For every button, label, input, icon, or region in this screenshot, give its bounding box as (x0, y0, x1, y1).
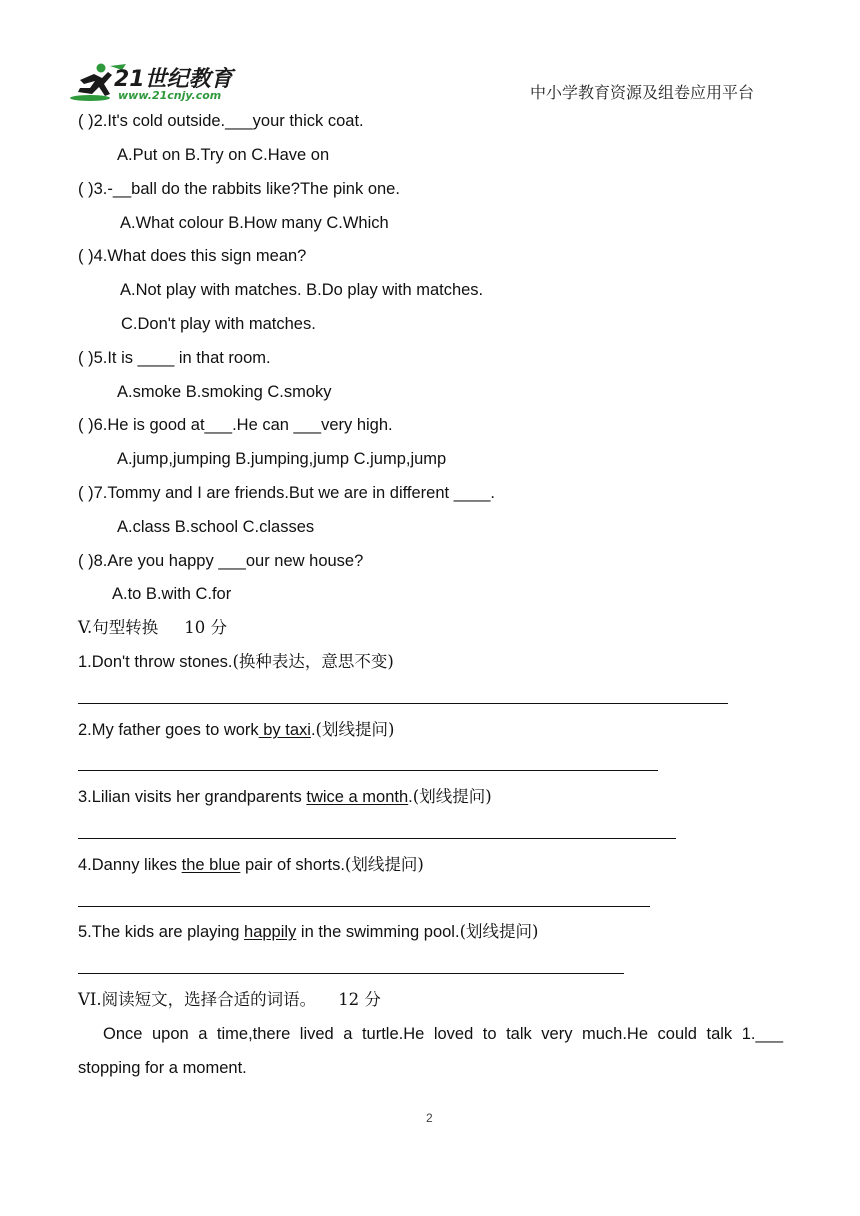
answer-line-3[interactable] (78, 838, 676, 839)
item-3-underlined: twice a month (306, 788, 409, 806)
item-2-post: . (310, 721, 316, 739)
item-4-text: 4.Danny likes (78, 856, 182, 874)
item-4-underlined: the blue (181, 856, 241, 874)
reading-paragraph-line-2: stopping for a moment. (78, 1059, 247, 1077)
question-4-stem: ( )4.What does this sign mean? (78, 247, 307, 265)
logo-url-text: www.21cnjy.com (118, 89, 222, 102)
section-5-title: V.句型转换 (78, 618, 159, 637)
reading-paragraph-line-1: Once upon a time,there lived a turtle.He loved to talk very much.He could talk 1.___ (103, 1025, 783, 1043)
transform-item-4 (78, 855, 424, 875)
question-5-options: A.smoke B.smoking C.smoky (117, 383, 332, 401)
question-6-options: A.jump,jumping B.jumping,jump C.jump,jump (117, 450, 447, 468)
section-5-heading (78, 618, 227, 638)
site-logo (68, 60, 238, 106)
question-3-stem: ( )3.-__ball do the rabbits like?The pink one. (78, 180, 400, 198)
logo-main-text: 21世纪教育 (114, 67, 233, 92)
item-3-note: (划线提问) (412, 787, 492, 806)
item-1-note: (换种表达，意思不变) (232, 652, 394, 671)
transform-item-3 (78, 787, 492, 807)
question-4-options-line1: A.Not play with matches. B.Do play with matches. (120, 281, 484, 299)
answer-line-1[interactable] (78, 703, 728, 704)
item-3-text: 3.Lilian visits her grandparents (78, 788, 307, 806)
question-8-options: A.to B.with C.for (112, 585, 232, 603)
item-5-post: in the swimming pool. (296, 923, 460, 941)
item-4-post: pair of shorts. (240, 856, 345, 874)
item-2-text: 2.My father goes to work (78, 721, 259, 739)
item-3-post: . (408, 788, 413, 806)
question-5-stem: ( )5.It is ____ in that room. (78, 349, 271, 367)
page-number: 2 (426, 1111, 433, 1125)
question-8-stem: ( )8.Are you happy ___our new house? (78, 552, 364, 570)
item-2-note: (划线提问) (315, 720, 395, 739)
item-5-note: (划线提问) (459, 922, 539, 941)
question-2-stem: ( )2.It's cold outside.___your thick coat. (78, 112, 364, 130)
item-5-text: 5.The kids are playing (78, 923, 245, 941)
item-2-underlined: by taxi (258, 721, 311, 739)
item-4-note: (划线提问) (344, 855, 424, 874)
question-3-options: A.What colour B.How many C.Which (120, 214, 389, 232)
item-5-underlined: happily (244, 923, 297, 941)
question-4-options-line2: C.Don't play with matches. (121, 315, 316, 333)
section-6-score: 12 分 (338, 990, 381, 1009)
platform-title: 中小学教育资源及组卷应用平台 (530, 83, 755, 102)
answer-line-5[interactable] (78, 973, 624, 974)
question-7-stem: ( )7.Tommy and I are friends.But we are in different ____. (78, 484, 495, 502)
section-6-title: VI.阅读短文，选择合适的词语。 (78, 990, 317, 1009)
question-7-options: A.class B.school C.classes (117, 518, 315, 536)
transform-item-5 (78, 922, 538, 942)
section-5-score: 10 分 (184, 618, 228, 637)
answer-line-2[interactable] (78, 770, 658, 771)
question-2-options: A.Put on B.Try on C.Have on (117, 146, 330, 164)
answer-line-4[interactable] (78, 906, 650, 907)
transform-item-1 (78, 652, 394, 672)
section-6-heading (78, 990, 381, 1010)
item-1-text: 1.Don't throw stones. (78, 653, 233, 671)
question-6-stem: ( )6.He is good at___.He can ___very high. (78, 416, 393, 434)
transform-item-2 (78, 720, 394, 740)
